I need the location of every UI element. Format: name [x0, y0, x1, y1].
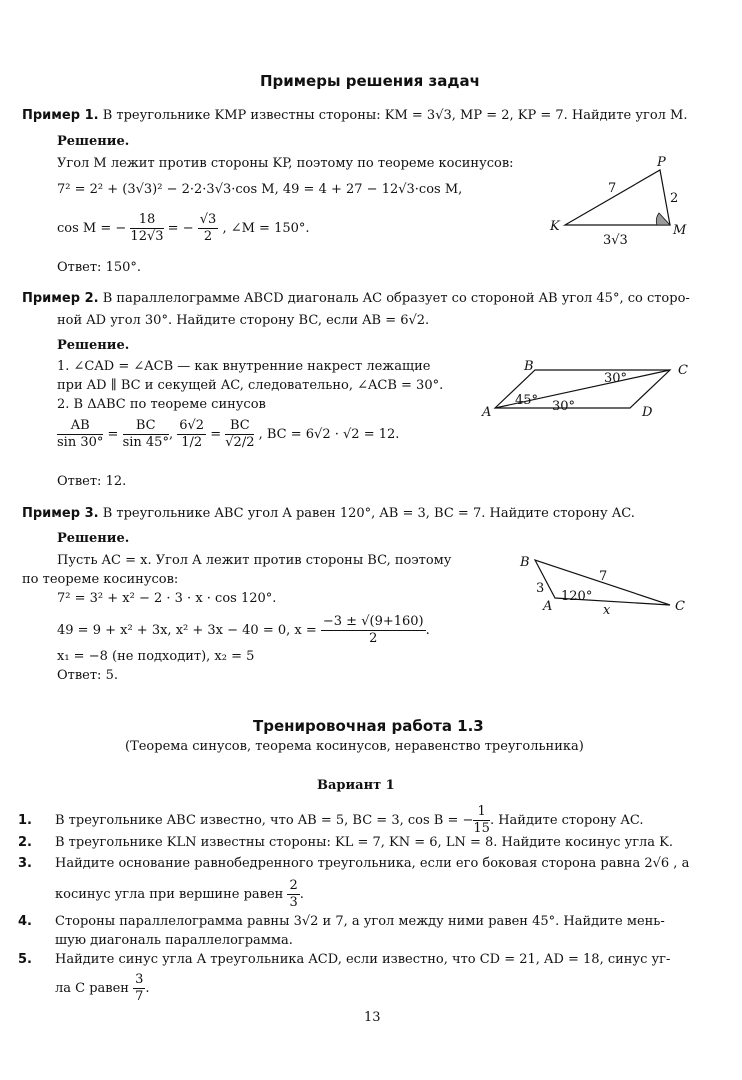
- example-3-solution-heading: Решение.: [57, 531, 130, 546]
- task-number: 5.: [18, 952, 32, 967]
- side-km-label: 3√3: [603, 233, 628, 248]
- variant-heading: Вариант 1: [317, 778, 395, 793]
- fraction: [473, 804, 490, 837]
- comma: ,: [168, 427, 174, 442]
- task-text: Стороны параллелограмма равны 3√2 и 7, а угол между ними равен 45°. Найдите мень-: [55, 914, 665, 929]
- example-1-statement: [22, 108, 688, 123]
- example-2-solution-heading: Решение.: [57, 338, 130, 353]
- task-number: 2.: [18, 835, 32, 850]
- example-1-line-2: 7² = 2² + (3√3)² − 2·2·3√3·cos M, 49 = 4 + 27 − 12√3·cos M,: [57, 182, 463, 197]
- example-3-label: Пример 3.: [22, 506, 99, 521]
- example-2-line-3: 2. В ΔABC по теореме синусов: [57, 397, 266, 412]
- triangle-kmp: [565, 170, 670, 225]
- numerator: √3: [199, 212, 217, 227]
- example-2-line-1: 1. ∠CAD = ∠ACB — как внутренние накрест лежащие: [57, 359, 431, 374]
- text-span: = −: [167, 221, 194, 236]
- side-mp-label: 2: [670, 191, 679, 206]
- example-3-statement: [22, 506, 635, 521]
- task-3-line-1: [18, 856, 689, 871]
- example-1-line-1: Угол M лежит против стороны KP, поэтому по теореме косинусов:: [57, 156, 514, 171]
- task-1: [18, 804, 644, 837]
- task-2: [18, 835, 673, 850]
- numerator: BC: [225, 418, 254, 435]
- numerator: 2: [289, 878, 298, 893]
- example-2-statement-line-2: ной AD угол 30°. Найдите сторону BC, если AB = 6√2.: [57, 313, 430, 328]
- example-3-text: В треугольнике ABC угол A равен 120°, AB = 3, BC = 7. Найдите сторону AC.: [102, 506, 635, 521]
- denominator: 2: [369, 631, 378, 646]
- fraction: [198, 212, 219, 245]
- example-3-line-1: Пусть AC = x. Угол A лежит против стороны BC, поэтому: [57, 553, 452, 568]
- text-span: , BC = 6√2 · √2 = 12.: [258, 427, 400, 442]
- numerator: −3 ± √(9+160): [322, 614, 424, 629]
- side-ab-label: 3: [536, 581, 545, 596]
- text-span: 49 = 9 + x² + 3x, x² + 3x − 40 = 0, x =: [57, 623, 317, 638]
- side-bc-label: 7: [599, 569, 608, 584]
- fraction: [321, 614, 426, 647]
- text-span: , ∠M = 150°.: [222, 221, 310, 236]
- parallelogram-abcd-figure: [480, 358, 695, 428]
- example-1-label: Пример 1.: [22, 108, 99, 123]
- equals-sign: =: [107, 427, 119, 442]
- angle-acb-label: 30°: [604, 371, 628, 386]
- task-text: ла C равен: [55, 981, 129, 996]
- fraction: [225, 418, 254, 451]
- angle-bac-label: 45°: [515, 393, 539, 408]
- example-3-line-5: x₁ = −8 (не подходит), x₂ = 5: [57, 649, 255, 664]
- numerator: 3: [135, 972, 144, 987]
- task-text: косинус угла при вершине равен: [55, 887, 284, 902]
- task-text: . Найдите сторону AC.: [489, 813, 644, 828]
- vertex-p-label: P: [657, 155, 666, 170]
- task-5-line-1: [18, 952, 670, 967]
- task-number: 1.: [18, 813, 32, 828]
- training-subtitle: (Теорема синусов, теорема косинусов, неравенство треугольника): [125, 739, 584, 754]
- numerator: 1: [473, 804, 490, 821]
- side-kp-label: 7: [608, 181, 617, 196]
- example-3-line-3: 7² = 3² + x² − 2 · 3 · x · cos 120°.: [57, 591, 277, 606]
- example-1-answer: Ответ: 150°.: [57, 260, 142, 275]
- vertex-d-label: D: [642, 405, 653, 420]
- denominator: sin 30°: [57, 435, 104, 450]
- task-text: В треугольнике ABC известно, что AB = 5, BC = 3, cos B = −: [55, 813, 474, 828]
- fraction: [177, 418, 206, 451]
- text-span: cos M = −: [57, 221, 127, 236]
- vertex-b-label: B: [520, 555, 530, 570]
- denominator: 7: [135, 989, 144, 1004]
- example-1-line-3: [57, 212, 310, 245]
- page-title: Примеры решения задач: [260, 72, 480, 90]
- example-2-label: Пример 2.: [22, 291, 99, 306]
- task-5-line-2: [55, 972, 150, 1005]
- numerator: AB: [57, 418, 103, 435]
- denominator: sin 45°: [122, 435, 169, 450]
- example-1-text: В треугольнике KMP известны стороны: KM = 3√3, MP = 2, KP = 7. Найдите угол M.: [102, 108, 688, 123]
- fraction: [133, 972, 145, 1005]
- example-2-answer: Ответ: 12.: [57, 474, 127, 489]
- vertex-a-label: A: [543, 599, 553, 614]
- numerator: 18: [130, 212, 163, 229]
- example-2-line-2: при AD ∥ BC и секущей AC, следовательно, ∠ACB = 30°.: [57, 378, 444, 393]
- vertex-c-label: C: [675, 599, 685, 614]
- task-number: 4.: [18, 914, 32, 929]
- task-number: 3.: [18, 856, 32, 871]
- task-3-line-2: [55, 878, 304, 911]
- numerator: BC: [123, 418, 169, 435]
- angle-a-label: 120°: [561, 589, 593, 604]
- task-text: .: [299, 887, 304, 902]
- training-title: Тренировочная работа 1.3: [253, 717, 484, 735]
- task-text: Найдите основание равнобедренного треугольника, если его боковая сторона равна 2√6 , а: [55, 856, 690, 871]
- denominator: 12√3: [130, 229, 164, 244]
- numerator: 6√2: [179, 418, 205, 433]
- fraction: [123, 418, 169, 451]
- vertex-b-label: B: [524, 359, 534, 374]
- task-text: .: [145, 981, 150, 996]
- task-text: Найдите синус угла A треугольника ACD, если известно, что CD = 21, AD = 18, синус уг-: [55, 952, 671, 967]
- vertex-a-label: A: [482, 405, 492, 420]
- side-ac-label: x: [603, 603, 611, 618]
- vertex-m-label: M: [673, 223, 687, 238]
- page-number: 13: [364, 1010, 381, 1025]
- example-1-solution-heading: Решение.: [57, 134, 130, 149]
- example-3-line-2: по теореме косинусов:: [22, 572, 179, 587]
- example-3-answer: Ответ: 5.: [57, 668, 118, 683]
- angle-cad-label: 30°: [552, 399, 576, 414]
- task-4-line-1: [18, 914, 665, 929]
- denominator: 3: [289, 895, 298, 910]
- example-2-statement-line-1: [22, 291, 690, 306]
- example-3-line-4: 49 = 9 + x² + 3x, x² + 3x − 40 = 0, x = $\frac{-3 \pm √(9+160)}{2}$ .: [57, 614, 430, 646]
- example-2-text-1: В параллелограмме ABCD диагональ AC образует со стороной AB угол 45°, со сторо-: [102, 291, 690, 306]
- task-4-line-2: шую диагональ параллелограмма.: [55, 933, 293, 948]
- denominator: 1/2: [181, 435, 203, 450]
- fraction: [130, 212, 163, 245]
- vertex-k-label: K: [550, 219, 560, 234]
- fraction: [287, 878, 299, 911]
- task-text: В треугольнике KLN известны стороны: KL = 7, KN = 6, LN = 8. Найдите косинус угла K.: [55, 835, 674, 850]
- triangle-abc-figure: [515, 550, 695, 620]
- fraction: [57, 418, 103, 451]
- example-2-sine-law-equation: [57, 418, 399, 451]
- denominator: √2/2: [225, 435, 255, 450]
- vertex-c-label: C: [678, 363, 688, 378]
- equals-sign: =: [210, 427, 222, 442]
- triangle-kmp-figure: [540, 150, 700, 250]
- denominator: 2: [203, 229, 213, 244]
- denominator: 15: [473, 821, 490, 836]
